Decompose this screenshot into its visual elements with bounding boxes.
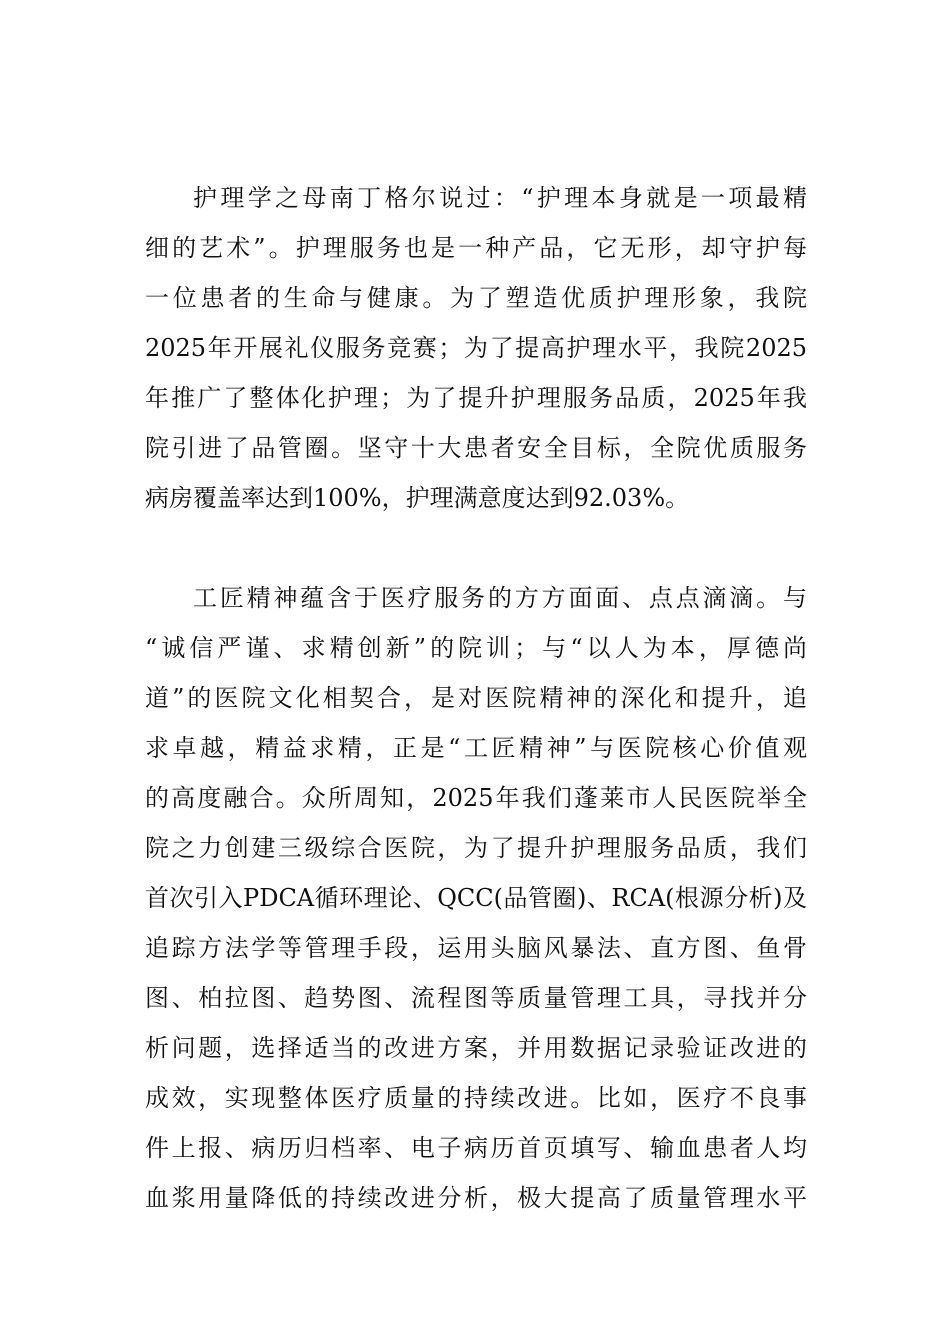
paragraph-line: 一位患者的生命与健康。为了塑造优质护理形象，我院 — [145, 284, 807, 312]
paragraph-line: 院引进了品管圈。坚守十大患者安全目标，全院优质服务 — [145, 434, 807, 462]
paragraph-line: 的高度融合。众所周知，2025年我们蓬莱市人民医院举全 — [145, 784, 807, 812]
paragraph-line: 细的艺术”。护理服务也是一种产品，它无形，却守护每 — [145, 234, 807, 262]
paragraph-line: 求卓越，精益求精，正是“工匠精神”与医院核心价值观 — [145, 734, 807, 762]
paragraph-line: 病房覆盖率达到100%，护理满意度达到92.03%。 — [145, 484, 690, 512]
paragraph-line: 工匠精神蕴含于医疗服务的方方面面、点点滴滴。与 — [193, 584, 807, 612]
paragraph-line: 2025年开展礼仪服务竞赛；为了提高护理水平，我院2025 — [145, 334, 807, 362]
paragraph-line: 院之力创建三级综合医院，为了提升护理服务品质，我们 — [145, 834, 807, 862]
paragraph-line: 追踪方法学等管理手段，运用头脑风暴法、直方图、鱼骨 — [145, 934, 807, 962]
paragraph-line: 首次引入PDCA循环理论、QCC(品管圈)、RCA(根源分析)及 — [145, 884, 807, 912]
paragraph-line: 年推广了整体化护理；为了提升护理服务品质，2025年我 — [145, 384, 807, 412]
paragraph-line: 护理学之母南丁格尔说过：“护理本身就是一项最精 — [193, 184, 807, 212]
paragraph-line: 件上报、病历归档率、电子病历首页填写、输血患者人均 — [145, 1134, 807, 1162]
paragraph-line: 道”的医院文化相契合，是对医院精神的深化和提升，追 — [145, 684, 807, 712]
paragraph-line: 析问题，选择适当的改进方案，并用数据记录验证改进的 — [145, 1034, 807, 1062]
paragraph-line: 血浆用量降低的持续改进分析，极大提高了质量管理水平 — [145, 1184, 807, 1212]
paragraph-line: 图、柏拉图、趋势图、流程图等质量管理工具，寻找并分 — [145, 984, 807, 1012]
paragraph-line: 成效，实现整体医疗质量的持续改进。比如，医疗不良事 — [145, 1084, 807, 1112]
paragraph-line: “诚信严谨、求精创新”的院训；与“以人为本，厚德尚 — [145, 634, 807, 662]
